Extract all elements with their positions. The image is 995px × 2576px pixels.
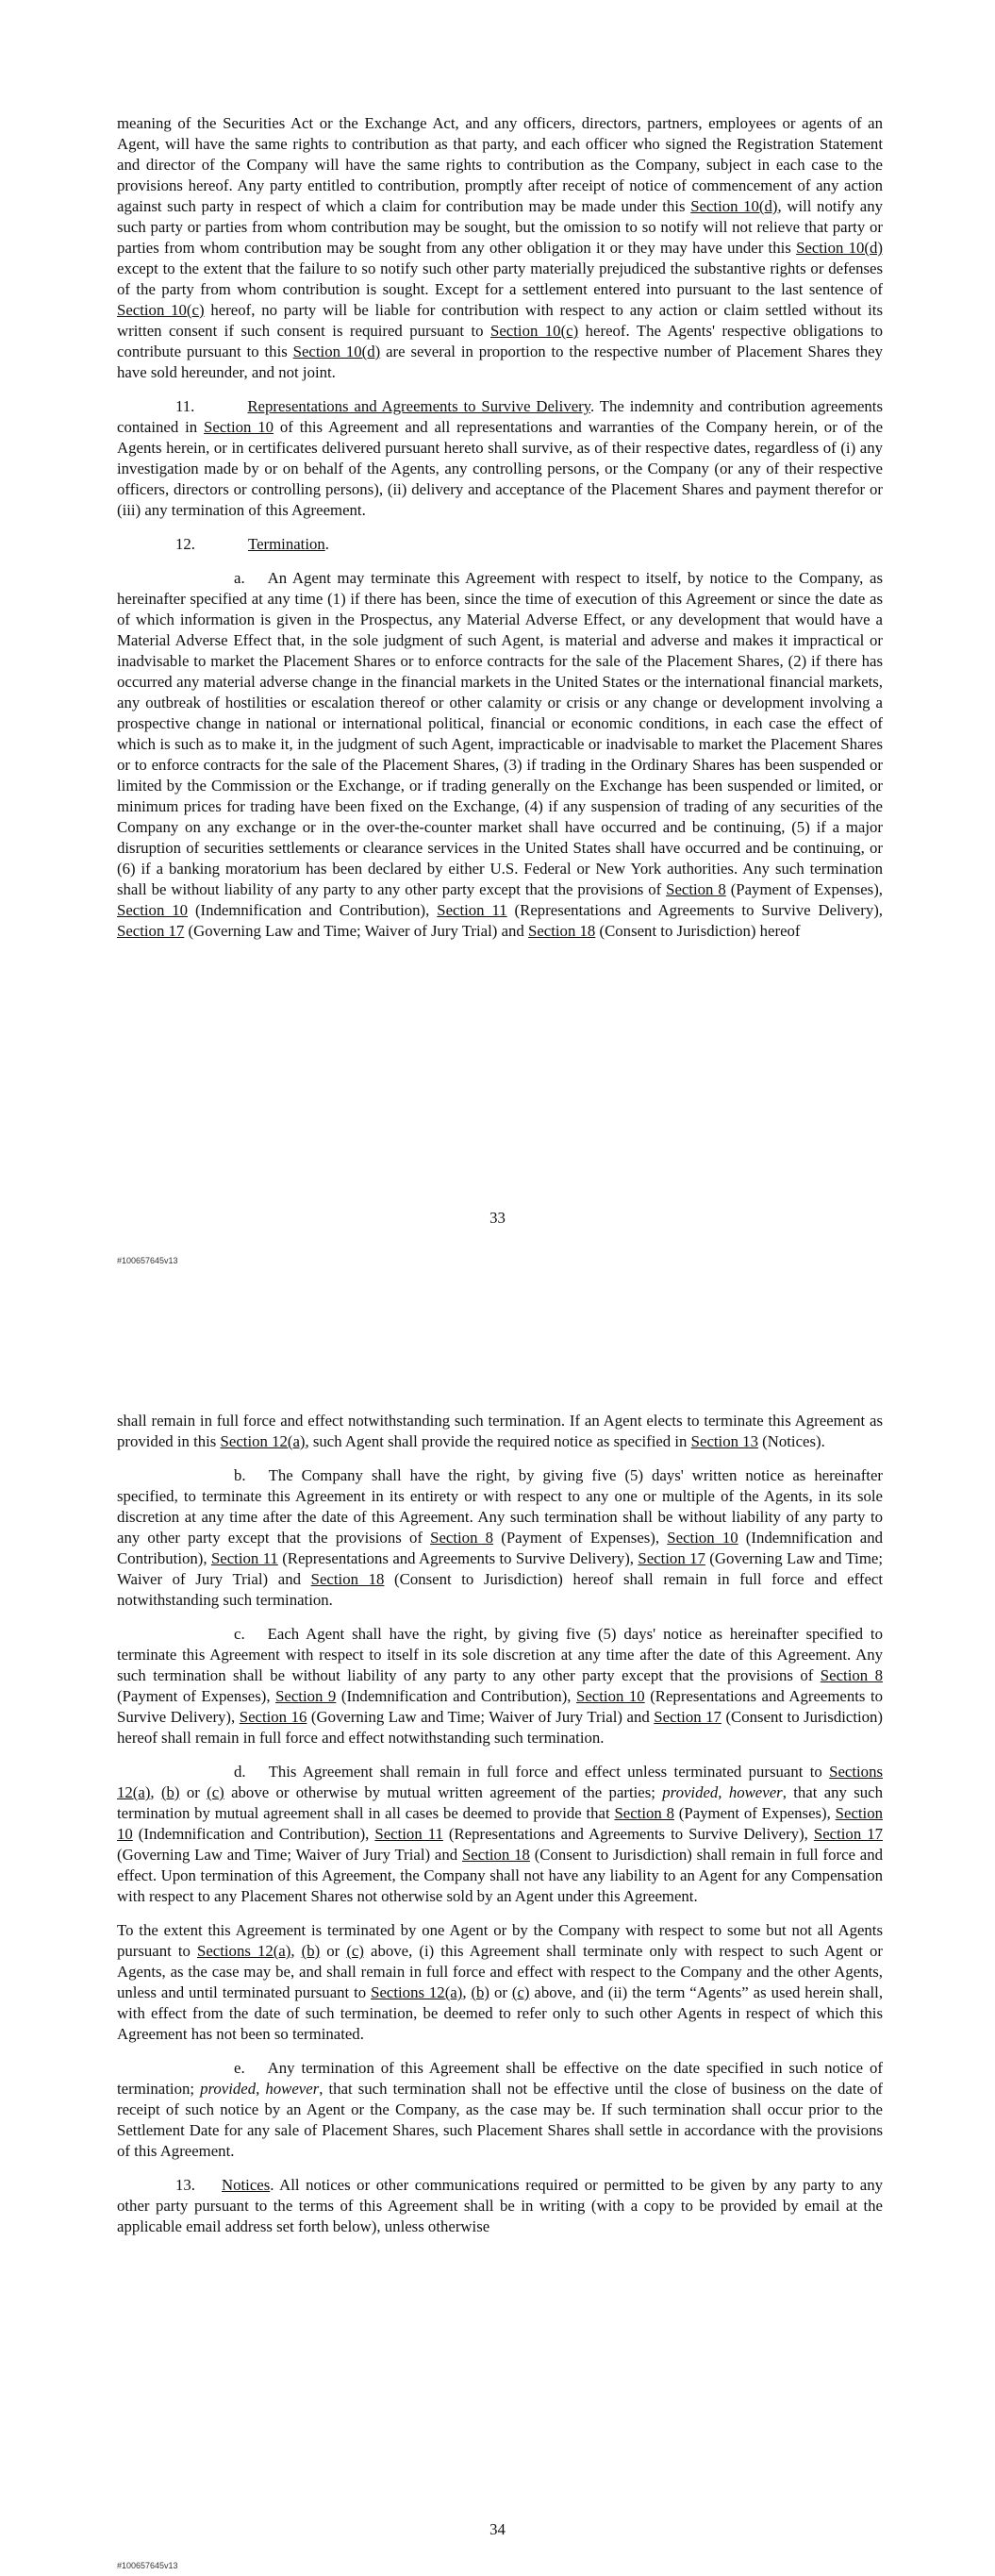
- section-ref: Section 10(d): [796, 239, 884, 257]
- page-34-body: [117, 1411, 883, 2250]
- section-ref: Section 10: [576, 1687, 645, 1705]
- section-ref: Section 11: [437, 901, 507, 919]
- section-ref: Sections 12(a): [117, 1763, 883, 1801]
- partial-termination-paragraph: To the extent this Agreement is terminated by one Agent or by the Company with respect to some but not all Agents pursuant to Sections 12(a), (b) or (c) above, (i) this Agreement shall terminate only with respect to such Agent or Agents, as the case may be, and shall remain in full force and effect with respect to the Company and the other Agents, unless and until terminated pursuant to Sections 12(a), (b) or (c) above, and (ii) the term “Agents” as used herein shall, with effect from the date of such termination, be deemed to refer only to such other Agents in respect of which this Agreement has not been so terminated.: [117, 1921, 884, 2043]
- section-ref: Sections 12(a): [197, 1942, 291, 1960]
- section-ref: Section 8: [430, 1529, 494, 1547]
- document-id-footer: #100657645v13: [117, 1256, 178, 1265]
- clause-label: b.: [234, 1466, 246, 1484]
- section-ref: (b): [301, 1942, 321, 1960]
- section-ref: Section 11: [374, 1825, 443, 1843]
- section-ref: Section 10: [117, 1804, 883, 1843]
- clause-d-paragraph: d. This Agreement shall remain in full force and effect unless terminated pursuant to Sections 12(a), (b) or (c) above or otherwise by mutual written agreement of the parties; provided, however, that any such termination by mutual agreement shall in all cases be deemed to provide that Section 8 (Payment of Expenses), Section 10 (Indemnification and Contribution), Section 11 (Representations and Agreements to Survive Delivery), Section 17 (Governing Law and Time; Waiver of Jury Trial) and Section 18 (Consent to Jurisdiction) shall remain in full force and effect. Upon termination of this Agreement, the Company shall not have any liability to an Agent for any Compensation with respect to any Placement Shares not otherwise sold by an Agent under this Agreement.: [117, 1763, 884, 1905]
- section-ref: Section 10: [204, 418, 274, 436]
- section-ref: (c): [511, 1983, 530, 2001]
- section-ref: Section 16: [239, 1708, 307, 1726]
- section-ref: Sections 12(a): [371, 1983, 463, 2001]
- section-12-heading: 12. Termination.: [175, 535, 329, 553]
- section-ref: Section 18: [461, 1846, 530, 1864]
- section-ref: Section 17: [117, 922, 185, 940]
- page-33-body: [117, 113, 883, 955]
- section-ref: (c): [207, 1783, 224, 1801]
- section-ref: Section 13: [690, 1432, 758, 1450]
- page-number: 34: [489, 2520, 506, 2538]
- section-title: Representations and Agreements to Survive Delivery: [247, 397, 591, 415]
- section-ref: Section 10(c): [117, 301, 205, 319]
- clause-c-paragraph: c. Each Agent shall have the right, by giving five (5) days' notice as hereinafter specified to terminate this Agreement with respect to itself in its sole discretion at any time after the date of this Agreement. Any such termination shall be without liability of any party to any other party except that the provisions of Section 8 (Payment of Expenses), Section 9 (Indemnification and Contribution), Section 10 (Representations and Agreements to Survive Delivery), Section 16 (Governing Law and Time; Waiver of Jury Trial) and Section 17 (Consent to Jurisdiction) hereof shall remain in full force and effect notwithstanding such termination.: [117, 1625, 884, 1747]
- section-ref: Section 8: [666, 880, 726, 898]
- clause-a-paragraph: a. An Agent may terminate this Agreement with respect to itself, by notice to the Company, as hereinafter specified at any time (1) if there has been, since the time of execution of this Agreement or since the date as of which information is given in the Prospectus, any Material Adverse Effect, or any development that would have a Material Adverse Effect that, in the sole judgment of such Agent, is material and adverse and makes it impractical or inadvisable to market the Placement Shares or to enforce contracts for the sale of the Placement Shares, (2) if there has occurred any material adverse change in the financial markets in the United States or the international financial markets, any outbreak of hostilities or escalation thereof or other calamity or crisis or any change or development involving a prospective change in national or international political, financial or economic conditions, in each case the effect of which is such as to make it, in the judgment of such Agent, impracticable or inadvisable to market the Placement Shares or to enforce contracts for the sale of the Placement Shares, (3) if trading in the Ordinary Shares has been suspended or limited by the Commission or the Exchange, or if trading generally on the Exchange has been suspended or limited, or minimum prices for trading have been fixed on the Exchange, (4) if any suspension of trading of any securities of the Company on any exchange or in the over-the-counter market shall have occurred and be continuing, (5) if a major disruption of securities settlements or clearance services in the United States shall have occurred and be continuing, or (6) if a banking moratorium has been declared by either U.S. Federal or New York authorities. Any such termination shall be without liability of any party to any other party except that the provisions of Section 8 (Payment of Expenses), Section 10 (Indemnification and Contribution), Section 11 (Representations and Agreements to Survive Delivery), Section 17 (Governing Law and Time; Waiver of Jury Trial) and Section 18 (Consent to Jurisdiction) hereof: [117, 569, 884, 940]
- page-33: [0, 113, 995, 1265]
- section-ref: (b): [471, 1983, 490, 2001]
- section-ref: Section 17: [813, 1825, 884, 1843]
- termination-continuation: shall remain in full force and effect notwithstanding such termination. If an Agent elects to terminate this Agreement as provided in this Section 12(a), such Agent shall provide the required notice as specified in Section 13 (Notices).: [117, 1412, 883, 1450]
- section-ref: Section 12(a): [220, 1432, 306, 1450]
- proviso-italic: provided, however: [200, 2080, 320, 2098]
- section-13-paragraph: 13. Notices. All notices or other communications required or permitted to be given by any party to any other party pursuant to the terms of this Agreement shall be in writing (with a copy to be provided by email at the applicable email address set forth below), unless otherwise: [117, 2176, 883, 2235]
- page-number: 33: [489, 1209, 506, 1227]
- proviso-italic: provided, however: [662, 1783, 783, 1801]
- section-ref: Section 9: [275, 1687, 337, 1705]
- section-title: Termination: [247, 535, 325, 553]
- contribution-paragraph: meaning of the Securities Act or the Exchange Act, and any officers, directors, partners, employees or agents of an Agent, will have the same rights to contribution as that party, and each officer who signed the Registration Statement and director of the Company will have the same rights to contribution as the Company, subject in each case to the provisions hereof. Any party entitled to contribution, promptly after receipt of notice of commencement of any action against such party in respect of which a claim for contribution may be made under this Section 10(d), will notify any such party or parties from whom contribution may be sought, but the omission to so notify will not relieve that party or parties from whom contribution may be sought from any other obligation it or they may have under this Section 10(d) except to the extent that the failure to so notify such other party materially prejudiced the substantive rights or defenses of the party from whom contribution is sought. Except for a settlement entered into pursuant to the last sentence of Section 10(c) hereof, no party will be liable for contribution with respect to any action or claim settled without its written consent if such consent is required pursuant to Section 10(c) hereof. The Agents' respective obligations to contribute pursuant to this Section 10(d) are several in proportion to the respective number of Placement Shares they have sold hereunder, and not joint.: [117, 114, 884, 381]
- clause-label: c.: [234, 1625, 245, 1643]
- section-ref: Section 8: [614, 1804, 674, 1822]
- section-number: 12.: [175, 535, 195, 553]
- section-ref: Section 10: [667, 1529, 738, 1547]
- section-ref: Section 10(d): [292, 343, 381, 360]
- page-34: [0, 1411, 995, 2576]
- section-ref: Section 17: [654, 1708, 721, 1726]
- section-number: 11.: [175, 397, 195, 415]
- clause-label: e.: [234, 2059, 245, 2077]
- section-ref: (c): [346, 1942, 364, 1960]
- section-ref: Section 18: [528, 922, 596, 940]
- section-ref: Section 18: [310, 1570, 385, 1588]
- clause-label: a.: [234, 569, 245, 587]
- section-ref: Section 8: [820, 1666, 883, 1684]
- clause-b-paragraph: b. The Company shall have the right, by giving five (5) days' written notice as hereinafter specified, to terminate this Agreement in its entirety or with respect to any one or multiple of the Agents, in its sole discretion at any time after the date of this Agreement. Any such termination shall be without liability of any party to any other party except that the provisions of Section 8 (Payment of Expenses), Section 10 (Indemnification and Contribution), Section 11 (Representations and Agreements to Survive Delivery), Section 17 (Governing Law and Time; Waiver of Jury Trial) and Section 18 (Consent to Jurisdiction) hereof shall remain in full force and effect notwithstanding such termination.: [117, 1466, 884, 1609]
- section-ref: Section 10(d): [690, 197, 778, 215]
- section-11-paragraph: 11. Representations and Agreements to Survive Delivery. The indemnity and contribution agreements contained in Section 10 of this Agreement and all representations and warranties of the Company herein, or of the Agents herein, or in certificates delivered pursuant hereto shall survive, as of their respective dates, regardless of (i) any investigation made by or on behalf of the Agents, any controlling persons, or the Company (or any of their respective officers, directors or controlling persons), (ii) delivery and acceptance of the Placement Shares and payment therefor or (iii) any termination of this Agreement.: [117, 397, 884, 519]
- clause-label: d.: [234, 1763, 246, 1781]
- document-id-footer: #100657645v13: [117, 2561, 178, 2570]
- section-ref: Section 17: [638, 1549, 705, 1567]
- clause-e-paragraph: e. Any termination of this Agreement shall be effective on the date specified in such notice of termination; provided, however, that such termination shall not be effective until the close of business on the date of receipt of such notice by an Agent or the Company, as the case may be. If such termination shall occur prior to the Settlement Date for any sale of Placement Shares, such Placement Shares shall settle in accordance with the provisions of this Agreement.: [117, 2059, 883, 2160]
- section-ref: Section 10: [117, 901, 189, 919]
- section-ref: Section 10(c): [490, 322, 579, 340]
- section-ref: Section 11: [210, 1549, 278, 1567]
- section-number: 13.: [175, 2176, 195, 2194]
- section-title: Notices: [221, 2176, 271, 2194]
- section-ref: (b): [160, 1783, 180, 1801]
